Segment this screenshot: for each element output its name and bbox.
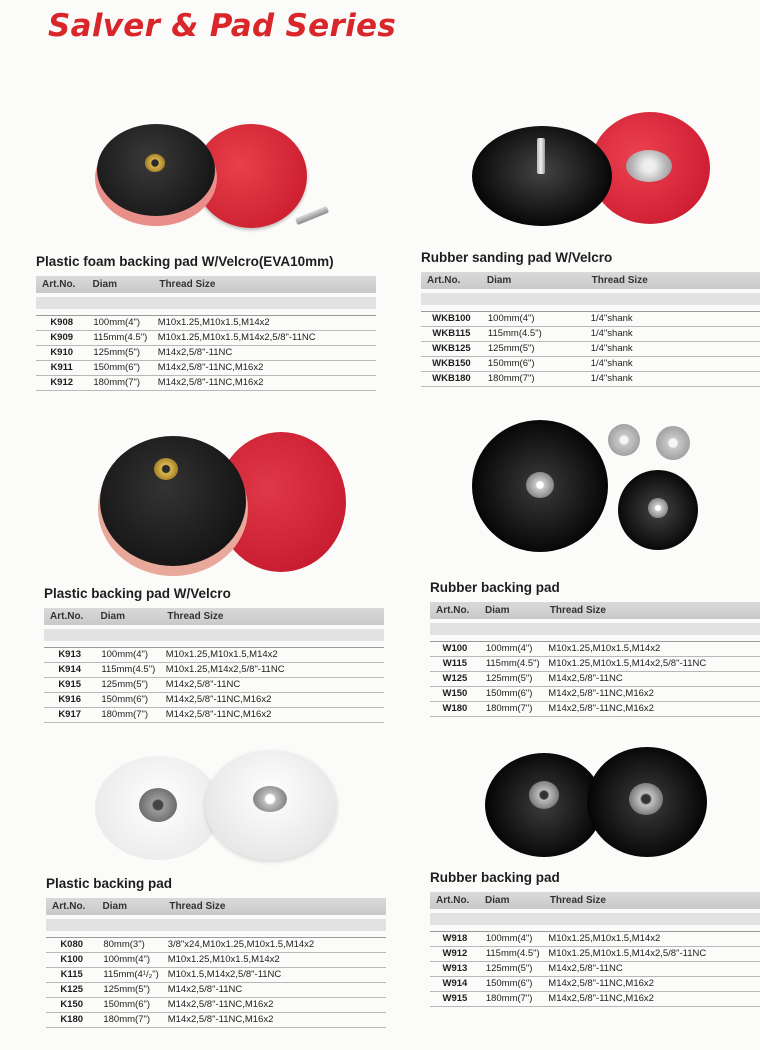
- cell-diam: 100mm(4"): [485, 933, 533, 944]
- cell-thread-size: 1/4"shank: [590, 313, 633, 324]
- cell-thread-size: 1/4"shank: [590, 343, 633, 354]
- table-band: [36, 297, 376, 309]
- section-title: Plastic backing pad W/Velcro: [44, 586, 231, 601]
- cell-art-no: K916: [58, 694, 82, 705]
- brass-nut-icon: [154, 458, 178, 480]
- table-row: [421, 357, 760, 372]
- section-title: Plastic foam backing pad W/Velcro(EVA10mm): [36, 254, 334, 269]
- col-header-thread-size: Thread Size: [167, 611, 224, 622]
- rubber-backing-pad-photo-1: [470, 418, 710, 558]
- cell-art-no: W125: [442, 673, 468, 684]
- cell-diam: 100mm(4"): [101, 649, 149, 660]
- table-header: [430, 602, 760, 619]
- cell-thread-size: M14x2,5/8"-11NC,M16x2: [165, 709, 272, 720]
- cell-thread-size: M14x2,5/8"-11NC: [167, 984, 243, 995]
- cell-art-no: K100: [60, 954, 84, 965]
- cell-art-no: K917: [58, 709, 82, 720]
- table-band: [44, 629, 384, 641]
- cell-thread-size: M14x2,5/8"-11NC,M16x2: [165, 694, 272, 705]
- spec-table: [36, 276, 376, 391]
- section-title: Plastic backing pad: [46, 876, 173, 891]
- cell-diam: 100mm(4"): [103, 954, 151, 965]
- table-row: [36, 361, 376, 376]
- cell-diam: 80mm(3"): [103, 939, 145, 950]
- cell-art-no: K150: [60, 999, 84, 1010]
- section-rubber-backing-1: [430, 578, 760, 717]
- col-header-thread-size: Thread Size: [169, 901, 226, 912]
- rubber-sanding-pad-photo: [470, 112, 715, 232]
- table-row: [430, 947, 760, 962]
- cell-diam: 150mm(6"): [101, 694, 149, 705]
- table-header: [421, 272, 760, 289]
- cell-thread-size: M10x1.25,M10x1.5,M14x2,5/8"-11NC: [548, 658, 707, 669]
- table-body: [46, 937, 386, 1028]
- cell-thread-size: M14x2,5/8"-11NC,M16x2: [167, 999, 274, 1010]
- cell-diam: 180mm(7"): [93, 377, 141, 388]
- metal-hub-icon: [648, 498, 668, 518]
- cell-thread-size: M14x2,5/8"-11NC: [157, 347, 233, 358]
- cell-art-no: K180: [60, 1014, 84, 1025]
- col-header-art-no: Art.No.: [436, 605, 470, 616]
- table-row: [46, 938, 386, 953]
- cell-thread-size: M14x2,5/8"-11NC: [165, 679, 241, 690]
- col-header-diam: Diam: [102, 901, 127, 912]
- cell-art-no: WKB115: [432, 328, 471, 339]
- page-title: Salver & Pad Series: [48, 8, 397, 44]
- cell-diam: 125mm(5"): [485, 963, 533, 974]
- table-body: [430, 641, 760, 717]
- cell-diam: 150mm(6"): [103, 999, 151, 1010]
- col-header-thread-size: Thread Size: [549, 895, 606, 906]
- col-header-diam: Diam: [485, 605, 510, 616]
- table-row: [430, 977, 760, 992]
- cell-diam: 115mm(4.5"): [487, 328, 542, 339]
- table-row: [421, 312, 760, 327]
- cell-art-no: K910: [50, 347, 74, 358]
- table-row: [46, 953, 386, 968]
- table-row: [430, 657, 760, 672]
- cell-art-no: WKB100: [432, 313, 471, 324]
- table-band: [421, 293, 760, 305]
- metal-hub-icon: [253, 786, 287, 812]
- metal-hub-icon: [526, 472, 554, 498]
- table-row: [430, 687, 760, 702]
- table-row: [430, 932, 760, 947]
- cell-art-no: K913: [58, 649, 82, 660]
- col-header-diam: Diam: [486, 275, 512, 286]
- shank-icon: [537, 138, 545, 174]
- cell-art-no: K908: [50, 317, 74, 328]
- cell-art-no: K911: [50, 362, 73, 373]
- cell-thread-size: M10x1.25,M14x2,5/8"-11NC: [165, 664, 285, 675]
- col-header-art-no: Art.No.: [42, 279, 76, 290]
- cell-thread-size: M10x1.5,M14x2,5/8"-11NC: [167, 969, 282, 980]
- cell-art-no: K912: [50, 377, 74, 388]
- cell-art-no: W150: [442, 688, 468, 699]
- cell-art-no: K125: [60, 984, 84, 995]
- cell-art-no: K115: [60, 969, 83, 980]
- cell-diam: 150mm(6"): [93, 362, 141, 373]
- table-body: [421, 311, 760, 387]
- table-header: [36, 276, 376, 293]
- cell-diam: 100mm(4"): [487, 313, 535, 324]
- table-row: [44, 678, 384, 693]
- cell-diam: 180mm(7"): [485, 703, 533, 714]
- col-header-diam: Diam: [100, 611, 125, 622]
- foam-velcro-pad-photo: [95, 120, 335, 235]
- cell-art-no: W912: [442, 948, 468, 959]
- table-body: [430, 931, 760, 1007]
- section-rubber-backing-2: [430, 868, 760, 1007]
- cell-art-no: W918: [442, 933, 468, 944]
- cell-thread-size: M10x1.25,M10x1.5,M14x2,5/8"-11NC: [548, 948, 707, 959]
- cell-thread-size: 1/4"shank: [590, 358, 633, 369]
- table-body: [36, 315, 376, 391]
- table-row: [421, 372, 760, 387]
- cell-thread-size: M14x2,5/8"-11NC,M16x2: [548, 688, 654, 699]
- cell-diam: 150mm(6"): [485, 978, 533, 989]
- cell-art-no: W115: [442, 658, 468, 669]
- plastic-velcro-pad-photo: [98, 430, 348, 580]
- metal-plate-icon: [626, 150, 672, 182]
- cell-thread-size: M10x1.25,M10x1.5,M14x2: [157, 317, 270, 328]
- cell-diam: 180mm(7"): [101, 709, 149, 720]
- cell-art-no: WKB180: [432, 373, 471, 384]
- cell-art-no: K914: [58, 664, 82, 675]
- table-row: [44, 708, 384, 723]
- table-header: [44, 608, 384, 625]
- cell-diam: 115mm(4.5"): [93, 332, 148, 343]
- table-row: [421, 327, 760, 342]
- table-row: [430, 642, 760, 657]
- cell-thread-size: M10x1.25,M10x1.5,M14x2: [548, 933, 661, 944]
- metal-hub-icon: [139, 788, 177, 822]
- spec-table: [46, 898, 386, 1028]
- rubber-backing-pad-photo-2: [485, 745, 710, 860]
- section-title: Rubber sanding pad W/Velcro: [421, 250, 613, 265]
- cell-diam: 180mm(7"): [103, 1014, 151, 1025]
- table-row: [430, 672, 760, 687]
- table-row: [430, 702, 760, 717]
- cell-diam: 180mm(7"): [485, 993, 533, 1004]
- spec-table: [430, 892, 760, 1007]
- metal-hub-icon: [629, 783, 663, 815]
- col-header-art-no: Art.No.: [436, 895, 470, 906]
- cell-diam: 125mm(5"): [103, 984, 151, 995]
- metal-hub-icon: [529, 781, 559, 809]
- table-band: [430, 913, 760, 925]
- shank-icon: [295, 206, 329, 225]
- table-row: [44, 648, 384, 663]
- col-header-art-no: Art.No.: [52, 901, 86, 912]
- cell-art-no: W180: [442, 703, 468, 714]
- table-row: [421, 342, 760, 357]
- cell-thread-size: M14x2,5/8"-11NC: [548, 963, 623, 974]
- table-row: [36, 376, 376, 391]
- cell-thread-size: M14x2,5/8"-11NC,M16x2: [548, 993, 654, 1004]
- cell-thread-size: M10x1.25,M10x1.5,M14x2: [548, 643, 661, 654]
- col-header-thread-size: Thread Size: [159, 279, 216, 290]
- black-backing-disc: [100, 436, 246, 566]
- cell-art-no: WKB150: [432, 358, 471, 369]
- spec-table: [421, 272, 760, 387]
- cell-thread-size: M10x1.25,M10x1.5,M14x2: [167, 954, 280, 965]
- table-header: [430, 892, 760, 909]
- cell-diam: 125mm(5"): [485, 673, 533, 684]
- cell-thread-size: M14x2,5/8"-11NC,M16x2: [157, 377, 264, 388]
- cell-thread-size: M10x1.25,M10x1.5,M14x2,5/8"-11NC: [157, 332, 316, 343]
- cell-thread-size: 3/8"x24,M10x1.25,M10x1.5,M14x2: [167, 939, 315, 950]
- table-row: [44, 693, 384, 708]
- cell-thread-size: M14x2,5/8"-11NC,M16x2: [157, 362, 264, 373]
- table-row: [430, 962, 760, 977]
- table-band: [46, 919, 386, 931]
- cell-diam: 115mm(4¹/₂"): [103, 969, 159, 980]
- section-rubber-sanding: [421, 248, 760, 387]
- table-row: [46, 1013, 386, 1028]
- cell-diam: 125mm(5"): [93, 347, 141, 358]
- cell-diam: 100mm(4"): [485, 643, 533, 654]
- cell-thread-size: M14x2,5/8"-11NC,M16x2: [167, 1014, 274, 1025]
- col-header-diam: Diam: [92, 279, 117, 290]
- flange-icon: [656, 426, 690, 460]
- spec-table: [44, 608, 384, 723]
- section-title: Rubber backing pad: [430, 580, 560, 595]
- col-header-thread-size: Thread Size: [549, 605, 606, 616]
- cell-thread-size: M14x2,5/8"-11NC,M16x2: [548, 703, 654, 714]
- cell-art-no: W914: [442, 978, 468, 989]
- cell-thread-size: 1/4"shank: [590, 373, 633, 384]
- cell-thread-size: M14x2,5/8"-11NC: [548, 673, 623, 684]
- col-header-art-no: Art.No.: [50, 611, 84, 622]
- cell-thread-size: M14x2,5/8"-11NC,M16x2: [548, 978, 654, 989]
- section-title: Rubber backing pad: [430, 870, 560, 885]
- cell-diam: 115mm(4.5"): [485, 948, 540, 959]
- cell-diam: 125mm(5"): [487, 343, 535, 354]
- cell-art-no: K915: [58, 679, 82, 690]
- cell-art-no: W913: [442, 963, 468, 974]
- table-row: [46, 968, 386, 983]
- brass-nut-icon: [145, 154, 165, 172]
- table-row: [46, 983, 386, 998]
- cell-diam: 180mm(7"): [487, 373, 535, 384]
- cell-diam: 115mm(4.5"): [101, 664, 156, 675]
- plastic-backing-pad-photo: [95, 750, 340, 865]
- table-row: [430, 992, 760, 1007]
- col-header-art-no: Art.No.: [427, 275, 461, 286]
- section-plastic-velcro: [44, 584, 384, 723]
- flange-icon: [608, 424, 640, 456]
- cell-diam: 100mm(4"): [93, 317, 141, 328]
- cell-thread-size: 1/4"shank: [590, 328, 633, 339]
- table-band: [430, 623, 760, 635]
- cell-diam: 150mm(6"): [485, 688, 533, 699]
- table-body: [44, 647, 384, 723]
- cell-art-no: K909: [50, 332, 74, 343]
- col-header-thread-size: Thread Size: [591, 275, 648, 286]
- table-row: [44, 663, 384, 678]
- cell-art-no: WKB125: [432, 343, 471, 354]
- table-row: [36, 331, 376, 346]
- section-foam-velcro: [36, 252, 376, 391]
- table-header: [46, 898, 386, 915]
- cell-diam: 115mm(4.5"): [485, 658, 540, 669]
- table-row: [36, 346, 376, 361]
- col-header-diam: Diam: [485, 895, 510, 906]
- section-plastic-backing: [46, 874, 386, 1028]
- cell-thread-size: M10x1.25,M10x1.5,M14x2: [165, 649, 278, 660]
- spec-table: [430, 602, 760, 717]
- table-row: [46, 998, 386, 1013]
- cell-diam: 125mm(5"): [101, 679, 149, 690]
- cell-art-no: W100: [442, 643, 468, 654]
- cell-art-no: W915: [442, 993, 468, 1004]
- cell-diam: 150mm(6"): [487, 358, 535, 369]
- cell-art-no: K080: [60, 939, 84, 950]
- table-row: [36, 316, 376, 331]
